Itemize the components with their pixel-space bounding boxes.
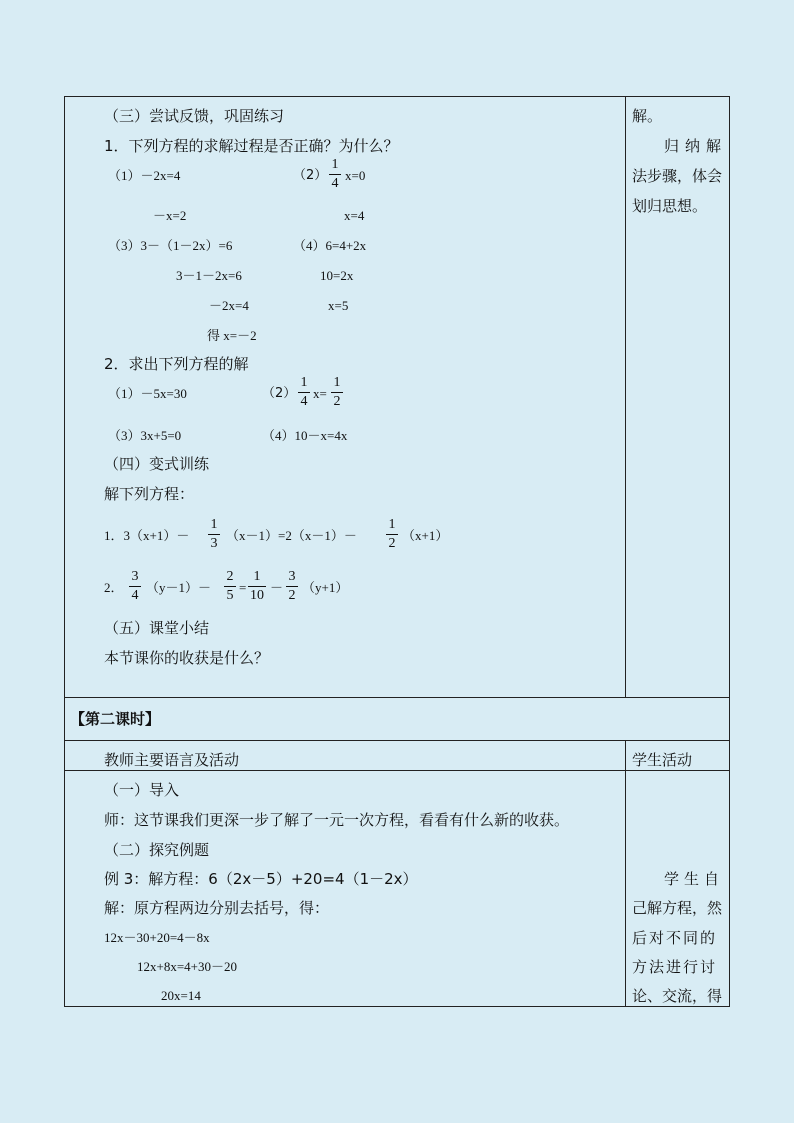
fraction-numerator: 1 — [253, 569, 261, 584]
fraction-numerator: 1 — [333, 375, 341, 390]
section3-heading: （三）尝试反馈，巩固练习 — [104, 107, 285, 125]
section4-intro: 解下列方程： — [104, 485, 195, 503]
fraction-numerator: 3 — [131, 569, 139, 584]
fraction-numerator: 1 — [300, 375, 308, 390]
student-note-line-1: 学生自 — [664, 870, 725, 888]
equation-1-fraction-1 — [208, 518, 220, 551]
fraction-bar — [224, 586, 236, 587]
explore-heading: （二）探究例题 — [104, 841, 210, 859]
equation-2-minus: － — [270, 580, 284, 595]
section5-question: 本节课你的收获是什么？ — [104, 649, 270, 667]
fraction-bar — [331, 392, 343, 393]
fraction-bar — [208, 534, 220, 535]
problem-3-step-2: －2x=4 — [209, 298, 249, 313]
intro-text: 师：这节课我们更深一步了解了一元一次方程，看看有什么新的收获。 — [104, 811, 570, 829]
student-note-line-3: 后对不同的 — [632, 929, 718, 947]
problem-2-step: x=4 — [344, 208, 365, 223]
exercise-4: （4）10－x=4x — [262, 428, 348, 443]
solution-intro: 解：原方程两边分别去括号，得： — [104, 899, 330, 917]
solution-step-3: 20x=14 — [161, 988, 201, 1003]
equation-2-fraction-1 — [129, 570, 141, 603]
table-column-divider-top — [625, 96, 626, 697]
problem-1-label: （1）－2x=4 — [108, 168, 181, 183]
fraction-numerator: 1 — [331, 157, 339, 172]
table-column-divider-bottom — [625, 740, 626, 1006]
fraction-bar — [248, 586, 266, 587]
equation-2-fraction-2 — [224, 570, 236, 603]
intro-heading: （一）导入 — [104, 781, 180, 799]
equation-2-equals: = — [239, 580, 247, 595]
fraction-denominator: 5 — [226, 588, 234, 603]
section5-heading: （五）课堂小结 — [104, 619, 210, 637]
fraction-bar — [298, 392, 310, 393]
equation-2-fraction-4 — [286, 570, 298, 603]
equation-1-part-c: （x+1） — [402, 528, 449, 543]
question-2: 2．求出下列方程的解 — [104, 355, 249, 373]
exercise-2-label: （2） — [262, 386, 297, 401]
fraction-denominator: 2 — [333, 394, 341, 409]
table-left-border — [64, 96, 65, 1007]
equation-1-part-a: 1．3（x+1）－ — [104, 528, 190, 543]
table-right-border — [729, 96, 730, 1007]
solution-step-1: 12x－30+20=4－8x — [104, 930, 210, 945]
exercise-2-fraction-1 — [298, 376, 310, 409]
fraction-numerator: 1 — [210, 517, 218, 532]
equation-1-part-b: （x－1）=2（x－1）－ — [226, 528, 357, 543]
table-top-border — [64, 96, 730, 97]
column-header-teacher: 教师主要语言及活动 — [104, 751, 240, 769]
problem-4-label: （4）6=4+2x — [293, 238, 367, 253]
fraction-numerator: 1 — [388, 517, 396, 532]
problem-1-step: －x=2 — [153, 208, 187, 223]
problem-4-step-2: x=5 — [328, 298, 349, 313]
fraction-denominator: 3 — [210, 536, 218, 551]
problem-3-label: （3）3－（1－2x）=6 — [108, 238, 233, 253]
student-note-line-2: 己解方程，然 — [632, 899, 723, 917]
equation-2-part-a: 2． — [104, 580, 124, 595]
equation-1-fraction-2 — [386, 518, 398, 551]
problem-4-step-1: 10=2x — [320, 268, 354, 283]
table-bottom-border — [64, 1006, 730, 1007]
right-note-line-3: 法步骤，体会 — [632, 167, 723, 185]
right-note-line-1: 解。 — [632, 107, 663, 125]
fraction-numerator: 3 — [288, 569, 296, 584]
problem-3-step-1: 3－1－2x=6 — [176, 268, 242, 283]
student-note-line-5: 论、交流，得 — [632, 987, 723, 1005]
equation-2-part-b: （y－1）－ — [146, 580, 212, 595]
fraction-bar — [329, 174, 341, 175]
exercise-2-fraction-2 — [331, 376, 343, 409]
column-header-student: 学生活动 — [632, 751, 693, 769]
equation-2-part-c: （y+1） — [302, 580, 349, 595]
fraction-denominator: 10 — [250, 588, 264, 603]
problem-2-fraction — [329, 158, 341, 191]
student-note-line-4: 方法进行讨 — [632, 958, 718, 976]
problem-2-label: （2） — [293, 168, 328, 183]
question-1: 1．下列方程的求解过程是否正确？为什么？ — [104, 137, 399, 155]
problem-3-step-3: 得 x=－2 — [207, 328, 257, 343]
fraction-denominator: 2 — [388, 536, 396, 551]
fraction-denominator: 4 — [300, 394, 308, 409]
fraction-denominator: 4 — [131, 588, 139, 603]
right-note-line-4: 划归思想。 — [632, 197, 708, 215]
table-row-divider-1 — [64, 697, 730, 698]
exercise-2-mid: x= — [313, 386, 327, 401]
fraction-denominator: 2 — [288, 588, 296, 603]
right-note-line-2: 归纳解 — [664, 137, 728, 155]
section4-heading: （四）变式训练 — [104, 455, 210, 473]
solution-step-2: 12x+8x=4+30－20 — [137, 959, 237, 974]
table-row-divider-3 — [64, 770, 730, 771]
exercise-3: （3）3x+5=0 — [108, 428, 182, 443]
example-3: 例 3：解方程：6（2x－5）+20=4（1－2x） — [104, 870, 418, 888]
problem-2-rest: x=0 — [345, 168, 366, 183]
fraction-numerator: 2 — [226, 569, 234, 584]
fraction-denominator: 4 — [331, 176, 339, 191]
exercise-1: （1）－5x=30 — [108, 386, 187, 401]
lesson2-title: 【第二课时】 — [70, 710, 161, 728]
equation-2-fraction-3 — [248, 570, 266, 603]
fraction-bar — [386, 534, 398, 535]
fraction-bar — [286, 586, 298, 587]
fraction-bar — [129, 586, 141, 587]
table-row-divider-2 — [64, 740, 730, 741]
